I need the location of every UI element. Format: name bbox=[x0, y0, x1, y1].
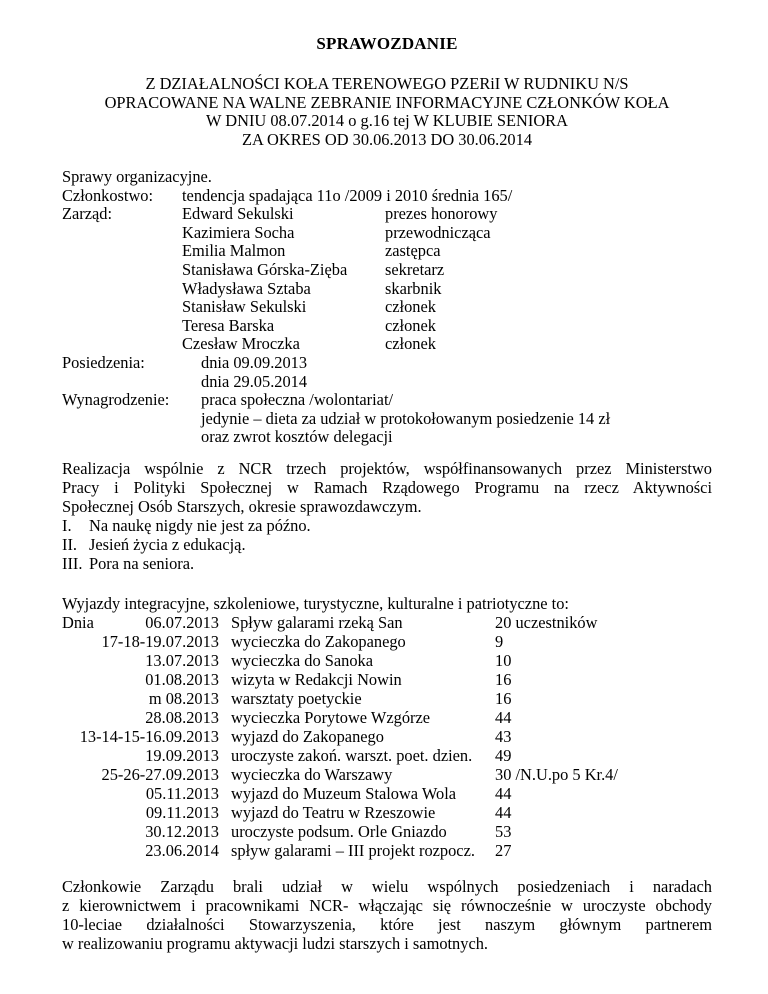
membership-value: tendencja spadająca 11o /2009 i 2010 średnia 165/ bbox=[182, 185, 513, 205]
document-title: SPRAWOZDANIE bbox=[316, 34, 458, 53]
trip-participants: 44 bbox=[495, 708, 512, 727]
trip-description: uroczyste podsum. Orle Gniazdo bbox=[231, 822, 447, 841]
board-label: Zarząd: bbox=[62, 204, 113, 224]
trip-date: m 08.2013 bbox=[148, 689, 219, 708]
trips-heading: Wyjazdy integracyjne, szkoleniowe, turystyczne, kulturalne i patriotyczne to: bbox=[62, 594, 569, 613]
trip-row bbox=[62, 804, 712, 823]
trip-date: 09.11.2013 bbox=[145, 803, 219, 822]
projects-intro-line: Pracy i Polityki Społecznej w Ramach Rządowego Programu na rzecz Aktywności bbox=[62, 479, 712, 497]
pay-line: jedynie – dieta za udział w protokołowanym posiedzenie 14 zł bbox=[201, 408, 611, 428]
closing-line: Członkowie Zarządu brali udział w wielu wspólnych posiedzeniach i naradach bbox=[62, 878, 712, 896]
trip-row bbox=[62, 842, 712, 861]
trip-participants: 9 bbox=[495, 632, 504, 651]
closing-section bbox=[62, 878, 712, 954]
trip-description: wizyta w Redakcji Nowin bbox=[231, 670, 402, 689]
trip-date: 23.06.2014 bbox=[145, 841, 219, 860]
trip-date: 06.07.2013 bbox=[145, 613, 219, 632]
subtitle-line: ZA OKRES OD 30.06.2013 DO 30.06.2014 bbox=[241, 129, 533, 149]
trip-row bbox=[62, 633, 712, 652]
pay-line: praca społeczna /wolontariat/ bbox=[201, 390, 394, 410]
trip-description: warsztaty poetyckie bbox=[231, 689, 362, 708]
project-title: Pora na seniora. bbox=[89, 554, 195, 573]
trip-row bbox=[62, 671, 712, 690]
board-member-role: członek bbox=[385, 297, 436, 317]
project-number: II. bbox=[62, 535, 78, 554]
trip-description: uroczyste zakoń. warszt. poet. dzien. bbox=[231, 746, 473, 765]
trip-row bbox=[62, 766, 712, 785]
board-member-role: prezes honorowy bbox=[385, 204, 498, 224]
project-title: Jesień życia z edukacją. bbox=[89, 535, 246, 554]
trip-participants: 20 uczestników bbox=[495, 613, 598, 632]
pay-label: Wynagrodzenie: bbox=[62, 390, 170, 410]
trip-row bbox=[62, 728, 712, 747]
trip-participants: 16 bbox=[495, 670, 512, 689]
closing-line: z kierownictwem i pracownikami NCR- włączając się równocześnie w uroczyste obchody bbox=[62, 897, 712, 915]
projects-intro-line: Społecznej Osób Starszych, okresie sprawozdawczym. bbox=[62, 497, 422, 516]
trip-participants: 44 bbox=[495, 803, 512, 822]
projects-section bbox=[62, 460, 712, 574]
trip-row bbox=[62, 709, 712, 728]
trip-participants: 30 /N.U.po 5 Kr.4/ bbox=[495, 765, 618, 784]
trip-row bbox=[62, 785, 712, 804]
closing-line: w realizowaniu programu aktywacji ludzi starszych i samotnych. bbox=[62, 934, 489, 953]
board-member-role: członek bbox=[385, 334, 436, 354]
trip-description: wycieczka do Sanoka bbox=[231, 651, 373, 670]
membership-label: Członkostwo: bbox=[62, 185, 154, 205]
trip-dnia-label: Dnia bbox=[62, 613, 94, 632]
project-title: Na naukę nigdy nie jest za późno. bbox=[89, 516, 311, 535]
trip-participants: 10 bbox=[495, 651, 512, 670]
trip-participants: 16 bbox=[495, 689, 512, 708]
project-number: III. bbox=[62, 554, 83, 573]
trip-row bbox=[62, 614, 712, 633]
meeting-date: dnia 09.09.2013 bbox=[201, 352, 308, 372]
board-member-role: sekretarz bbox=[385, 259, 445, 279]
trip-description: wycieczka do Warszawy bbox=[231, 765, 393, 784]
trip-row bbox=[62, 652, 712, 671]
trip-date: 28.08.2013 bbox=[145, 708, 219, 727]
trip-description: Spływ galarami rzeką San bbox=[231, 613, 403, 632]
trip-description: spływ galarami – III projekt rozpocz. bbox=[231, 841, 475, 860]
board-member-name: Emilia Malmon bbox=[182, 241, 286, 261]
board-member-name: Stanisława Górska-Zięba bbox=[182, 259, 348, 279]
trip-date: 13-14-15-16.09.2013 bbox=[79, 727, 219, 746]
pay-line: oraz zwrot kosztów delegacji bbox=[201, 427, 393, 447]
trips-section bbox=[62, 595, 712, 861]
organization-section bbox=[62, 168, 712, 447]
trip-participants: 49 bbox=[495, 746, 512, 765]
board-member-name: Czesław Mroczka bbox=[182, 334, 300, 354]
trip-description: wycieczka do Zakopanego bbox=[231, 632, 406, 651]
org-heading: Sprawy organizacyjne. bbox=[62, 167, 212, 186]
trip-description: wycieczka Porytowe Wzgórze bbox=[231, 708, 431, 727]
subtitle-line: Z DZIAŁALNOŚCI KOŁA TERENOWEGO PZERiI W RUDNIKU N/S bbox=[145, 74, 629, 93]
document-subtitle bbox=[62, 75, 712, 149]
trip-participants: 27 bbox=[495, 841, 512, 860]
subtitle-line: OPRACOWANE NA WALNE ZEBRANIE INFORMACYJNE CZŁONKÓW KOŁA bbox=[104, 92, 670, 112]
trip-date: 05.11.2013 bbox=[145, 784, 219, 803]
trip-description: wyjazd do Teatru w Rzeszowie bbox=[231, 803, 436, 822]
subtitle-line: W DNIU 08.07.2014 o g.16 tej W KLUBIE SENIORA bbox=[206, 111, 568, 131]
trip-description: wyjazd do Zakopanego bbox=[231, 727, 384, 746]
trip-description: wyjazd do Muzeum Stalowa Wola bbox=[231, 784, 457, 803]
projects-intro-line: Realizacja wspólnie z NCR trzech projektów, współfinansowanych przez Ministerstwo bbox=[62, 460, 712, 478]
board-member-name: Edward Sekulski bbox=[182, 204, 294, 224]
meeting-date: dnia 29.05.2014 bbox=[201, 371, 308, 391]
trip-date: 01.08.2013 bbox=[145, 670, 219, 689]
trip-date: 17-18-19.07.2013 bbox=[101, 632, 219, 651]
board-member-role: zastępca bbox=[385, 241, 441, 261]
trip-date: 19.09.2013 bbox=[145, 746, 219, 765]
trip-row bbox=[62, 747, 712, 766]
project-number: I. bbox=[62, 516, 72, 535]
board-member-name: Władysława Sztaba bbox=[182, 278, 311, 298]
board-member-name: Stanisław Sekulski bbox=[182, 297, 307, 317]
board-member-role: przewodnicząca bbox=[385, 222, 491, 242]
trip-date: 13.07.2013 bbox=[145, 651, 219, 670]
trip-participants: 44 bbox=[495, 784, 512, 803]
trip-participants: 53 bbox=[495, 822, 512, 841]
closing-line: 10-leciae działalności Stowarzyszenia, które jest naszym głównym partnerem bbox=[62, 916, 712, 934]
trip-participants: 43 bbox=[495, 727, 512, 746]
meetings-label: Posiedzenia: bbox=[62, 352, 145, 372]
trips-table bbox=[62, 614, 712, 861]
trip-date: 30.12.2013 bbox=[145, 822, 219, 841]
board-member-name: Teresa Barska bbox=[182, 315, 275, 335]
board-member-name: Kazimiera Socha bbox=[182, 222, 295, 242]
trip-date: 25-26-27.09.2013 bbox=[101, 765, 219, 784]
board-member-role: skarbnik bbox=[385, 278, 442, 298]
trip-row bbox=[62, 823, 712, 842]
board-member-role: członek bbox=[385, 315, 436, 335]
trip-row bbox=[62, 690, 712, 709]
